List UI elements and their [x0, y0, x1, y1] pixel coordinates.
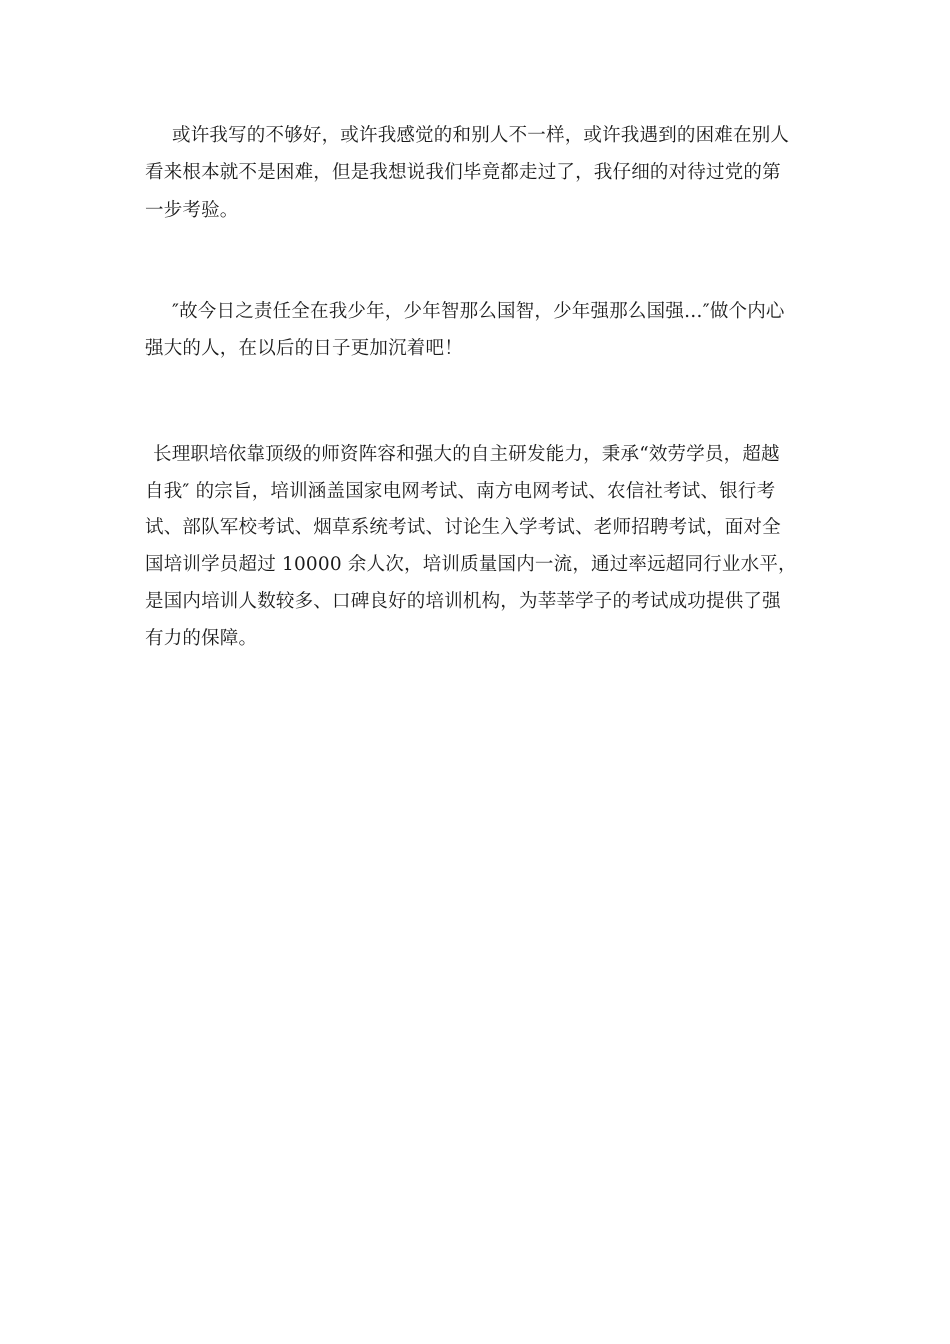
paragraph-line: 国培训学员超过 10000 余人次，培训质量国内一流，通过率远超同行业水平，	[145, 554, 797, 575]
paragraph-line: 看来根本就不是困难，但是我想说我们毕竟都走过了，我仔细的对待过党的第	[145, 162, 781, 183]
paragraph-line: 长理职培依靠顶级的师资阵容和强大的自主研发能力，秉承“效劳学员，超越	[153, 444, 780, 465]
paragraph-line: ″故今日之责任全在我少年，少年智那么国智，少年强那么国强…″做个内心	[172, 301, 785, 322]
paragraph-line: 试、部队军校考试、烟草系统考试、讨论生入学考试、老师招聘考试，面对全	[145, 517, 781, 538]
paragraph-line: 自我″ 的宗旨，培训涵盖国家电网考试、南方电网考试、农信社考试、银行考	[145, 481, 776, 502]
paragraph-line: 强大的人，在以后的日子更加沉着吧！	[145, 338, 463, 359]
paragraph-line: 或许我写的不够好，或许我感觉的和别人不一样，或许我遇到的困难在别人	[172, 125, 790, 146]
paragraph-line: 有力的保障。	[145, 628, 258, 649]
paragraph-line: 一步考验。	[145, 200, 239, 221]
paragraph-line: 是国内培训人数较多、口碑良好的培训机构，为莘莘学子的考试成功提供了强	[145, 591, 781, 612]
